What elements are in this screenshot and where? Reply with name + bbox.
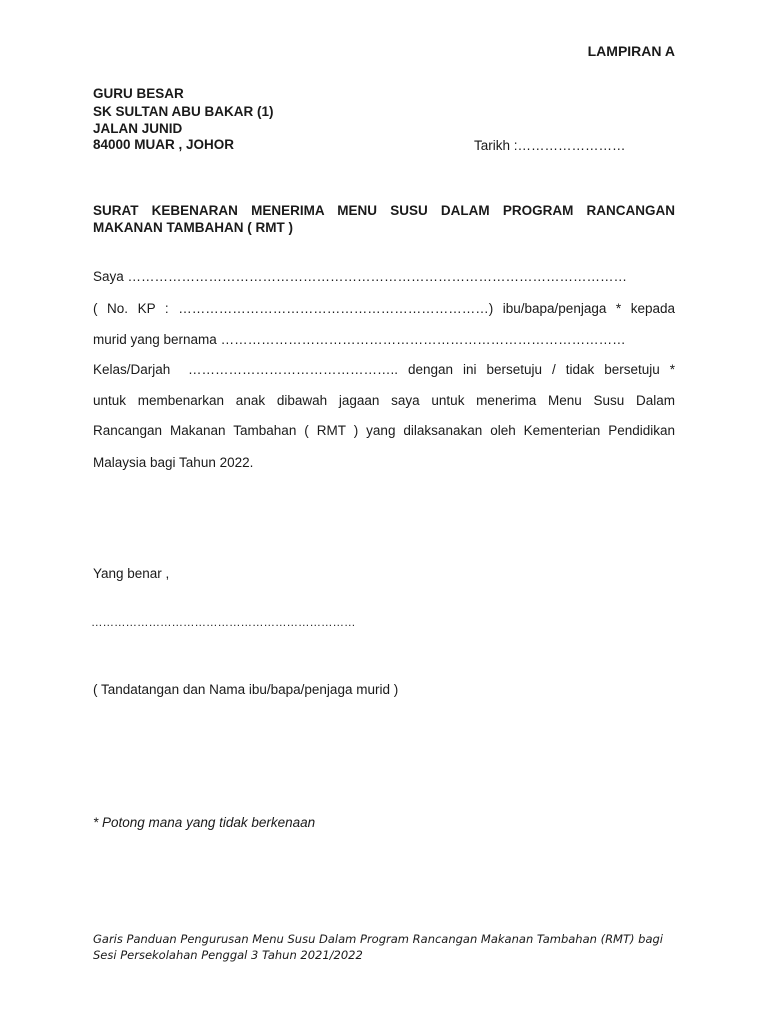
- signature-line: ……………………………………………………………: [91, 617, 356, 629]
- body-nokp-line: ( No. KP : ……………………………………………………………) ibu/bapa/penjaga * kepada: [93, 301, 675, 316]
- signature-caption: ( Tandatangan dan Nama ibu/bapa/penjaga murid ): [93, 682, 399, 697]
- subject-line-2: MAKANAN TAMBAHAN ( RMT ): [93, 220, 293, 235]
- subject-line-1: SURAT KEBENARAN MENERIMA MENU SUSU DALAM PROGRAM RANCANGAN: [93, 203, 675, 218]
- body-kelas-label: Kelas/Darjah: [93, 362, 171, 377]
- address-line-4: 84000 MUAR , JOHOR: [93, 137, 235, 152]
- strike-note: * Potong mana yang tidak berkenaan: [93, 815, 316, 830]
- footer-line-2: Sesi Persekolahan Penggal 3 Tahun 2021/2022: [93, 948, 363, 962]
- body-murid-line: murid yang bernama ………………………………………………………………………………: [93, 332, 626, 347]
- body-line-5: untuk membenarkan anak dibawah jagaan saya untuk menerima Menu Susu Dalam: [93, 393, 675, 408]
- lampiran-label: LAMPIRAN A: [587, 43, 675, 59]
- body-saya-line: Saya …………………………………………………………………………………………………: [93, 269, 628, 284]
- address-line-1: GURU BESAR: [93, 86, 184, 101]
- body-line-6: Rancangan Makanan Tambahan ( RMT ) yang dilaksanakan oleh Kementerian Pendidikan: [93, 423, 675, 438]
- footer-line-1: Garis Panduan Pengurusan Menu Susu Dalam Program Rancangan Makanan Tambahan (RMT) bagi: [93, 932, 663, 946]
- body-kelas-rest: ……………………………………….. dengan ini bersetuju / tidak bersetuju *: [188, 362, 675, 377]
- address-line-2: SK SULTAN ABU BAKAR (1): [93, 104, 274, 119]
- closing-yang-benar: Yang benar ,: [93, 566, 170, 581]
- address-line-3: JALAN JUNID: [93, 121, 183, 136]
- body-line-7: Malaysia bagi Tahun 2022.: [93, 455, 254, 470]
- date-field: Tarikh :……………………: [474, 138, 626, 153]
